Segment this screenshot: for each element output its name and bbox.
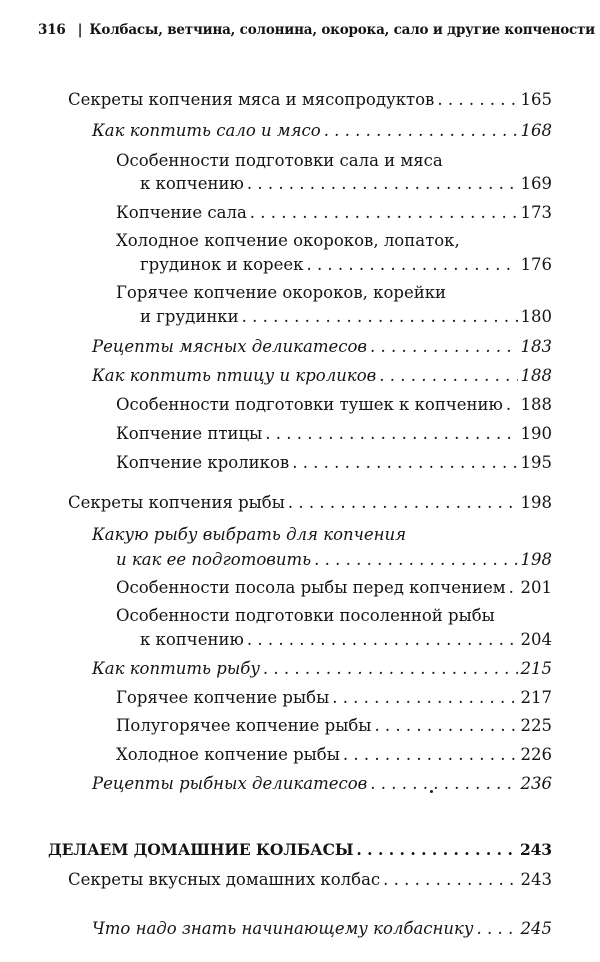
toc-entry-label: Как коптить сало и мясо	[92, 121, 321, 140]
toc-entry-label: Секреты копчения мяса и мясопродуктов	[68, 90, 435, 109]
toc-page-number: 188	[520, 395, 552, 414]
leader-dots	[370, 337, 517, 357]
toc-entry-label: Как коптить птицу и кроликов	[92, 366, 377, 385]
leader-dots	[292, 453, 517, 473]
page-number: 316	[38, 22, 66, 38]
leader-dots	[332, 688, 517, 708]
toc-entry[interactable]	[116, 745, 552, 765]
leader-dots	[356, 840, 517, 860]
leader-dots	[263, 659, 518, 679]
print-speck	[430, 790, 433, 793]
toc-page-number: 243	[520, 870, 552, 889]
toc-entry[interactable]	[116, 395, 552, 415]
toc-entry[interactable]	[116, 716, 552, 736]
leader-dots	[476, 919, 517, 939]
leader-dots	[509, 578, 518, 598]
header-title: Колбасы, ветчина, солонина, окорока, сало и другие копчености	[89, 22, 595, 38]
toc-page-number: 180	[520, 307, 552, 326]
toc-entry-label: Копчение птицы	[116, 424, 263, 443]
toc-entry-first-line: Особенности подготовки посоленной рыбы	[116, 606, 495, 625]
toc-entry-label: Холодное копчение рыбы	[116, 745, 340, 764]
toc-entry-label: Особенности подготовки тушек к копчению	[116, 395, 503, 414]
leader-dots	[314, 550, 517, 570]
toc-page-number: 198	[520, 493, 552, 512]
toc-entry-label: Копчение сала	[116, 203, 247, 222]
leader-dots	[343, 745, 518, 765]
toc-entry[interactable]	[116, 203, 552, 223]
toc-entry[interactable]	[68, 90, 552, 110]
toc-entry-label: Горячее копчение рыбы	[116, 688, 330, 707]
toc-entry-label: к копчению	[140, 630, 244, 649]
leader-dots	[247, 630, 518, 650]
toc-entry-label: Копчение кроликов	[116, 453, 290, 472]
leader-dots	[288, 493, 518, 513]
toc-entry-first-line: Горячее копчение окороков, корейки	[116, 283, 447, 302]
leader-dots	[242, 307, 518, 327]
toc-entry-first-line: Холодное копчение окороков, лопаток,	[116, 231, 460, 250]
toc-entry[interactable]	[116, 688, 552, 708]
toc-page-number: 225	[520, 716, 552, 735]
toc-page-number: 201	[520, 578, 552, 597]
toc-entry[interactable]	[140, 255, 552, 275]
toc-entry[interactable]	[140, 630, 552, 650]
leader-dots	[374, 716, 517, 736]
toc-page-number: 173	[520, 203, 552, 222]
toc-entry[interactable]	[92, 774, 552, 794]
toc-entry-label: Особенности посола рыбы перед копчением	[116, 578, 506, 597]
toc-entry[interactable]	[48, 840, 552, 860]
toc-entry[interactable]	[116, 453, 552, 473]
toc-page-number: 215	[520, 659, 552, 678]
toc-entry-label: ДЕЛАЕМ ДОМАШНИЕ КОЛБАСЫ	[48, 840, 354, 859]
toc-entry-label: к копчению	[140, 174, 244, 193]
toc-page-number: 198	[520, 550, 552, 569]
toc-page-number: 190	[520, 424, 552, 443]
toc-entry[interactable]	[68, 870, 552, 890]
leader-dots	[247, 174, 518, 194]
toc-entry-label: Полугорячее копчение рыбы	[116, 716, 372, 735]
toc-entry-label: Рецепты рыбных деликатесов	[92, 774, 368, 793]
toc-page-number: 217	[520, 688, 552, 707]
toc-entry[interactable]	[140, 174, 552, 194]
toc-entry[interactable]	[68, 493, 552, 513]
toc-entry-label: грудинок и кореек	[140, 255, 304, 274]
toc-entry-label: и грудинки	[140, 307, 239, 326]
toc-page-number: 183	[520, 337, 552, 356]
toc-entry-first-line: Особенности подготовки сала и мяса	[116, 151, 443, 170]
toc-entry[interactable]	[92, 366, 552, 386]
toc-entry[interactable]	[92, 919, 552, 939]
toc-entry-label: и как ее подготовить	[116, 550, 312, 569]
toc-entry-label: Что надо знать начинающему колбаснику	[92, 919, 474, 938]
toc-page-number: 204	[520, 630, 552, 649]
header-separator: |	[77, 22, 83, 38]
leader-dots	[506, 395, 518, 415]
toc-entry[interactable]	[116, 424, 552, 444]
toc-page-number: 188	[520, 366, 552, 385]
toc-entry[interactable]	[140, 307, 552, 327]
toc-entry-first-line: Какую рыбу выбрать для копчения	[92, 525, 407, 544]
leader-dots	[250, 203, 518, 223]
toc-entry[interactable]	[92, 121, 552, 141]
toc-page-number: 168	[520, 121, 552, 140]
leader-dots	[306, 255, 517, 275]
toc-entry-label: Секреты вкусных домашних колбас	[68, 870, 381, 889]
leader-dots	[324, 121, 518, 141]
toc-entry[interactable]	[116, 550, 552, 570]
leader-dots	[265, 424, 517, 444]
running-header	[38, 22, 595, 38]
toc-entry[interactable]	[92, 659, 552, 679]
toc-entry[interactable]	[92, 337, 552, 357]
leader-dots	[383, 870, 517, 890]
toc-page-number: 165	[520, 90, 552, 109]
toc-entry-label: Рецепты мясных деликатесов	[92, 337, 368, 356]
toc-entry-label: Секреты копчения рыбы	[68, 493, 285, 512]
leader-dots	[370, 774, 517, 794]
toc-page-number: 176	[520, 255, 552, 274]
toc-page-number: 226	[520, 745, 552, 764]
toc-entry[interactable]	[116, 578, 552, 598]
leader-dots	[379, 366, 517, 386]
toc-page-number: 236	[520, 774, 552, 793]
toc-page-number: 243	[519, 840, 552, 859]
toc-page-number: 195	[520, 453, 552, 472]
leader-dots	[437, 90, 517, 110]
toc-page-number: 169	[520, 174, 552, 193]
toc-entry-label: Как коптить рыбу	[92, 659, 260, 678]
toc-page-number: 245	[520, 919, 552, 938]
